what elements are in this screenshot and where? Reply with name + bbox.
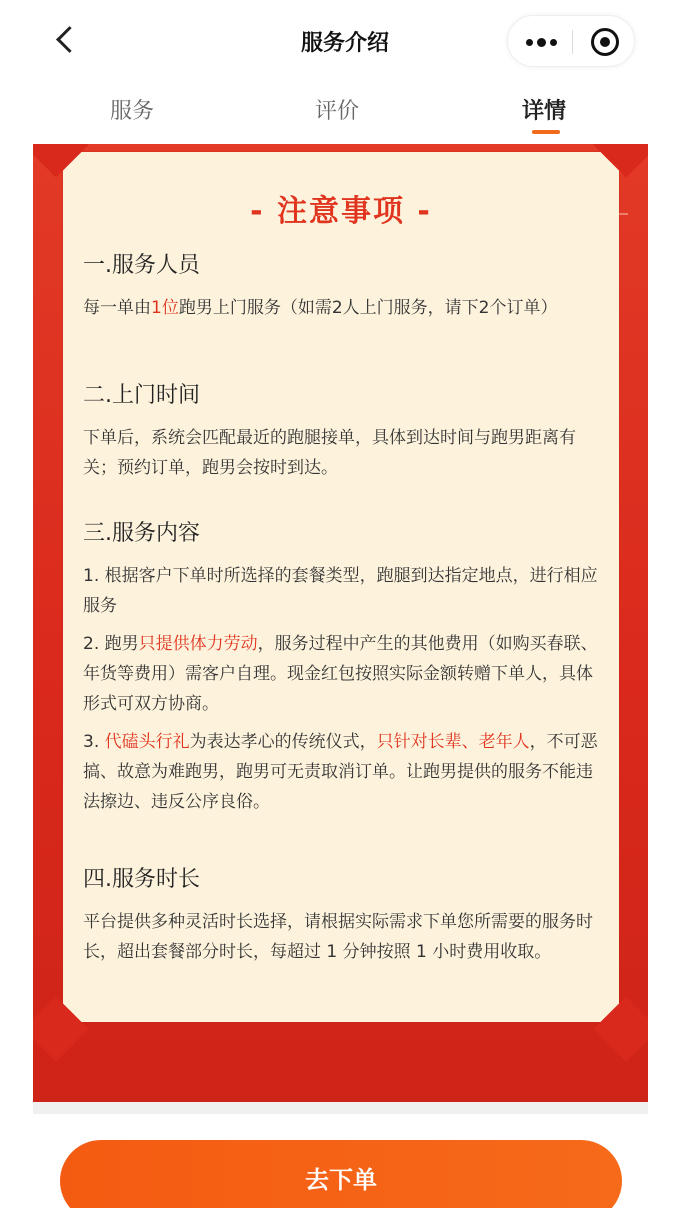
section-text: 每一单由1位跑男上门服务（如需2人上门服务，请下2个订单）: [83, 298, 558, 318]
capsule-divider: [572, 30, 573, 54]
card-corner: [33, 144, 89, 178]
notice-card: [63, 152, 619, 1022]
section-text: [83, 561, 603, 817]
notice-poster: [33, 144, 648, 1102]
tab-service[interactable]: 服务: [110, 99, 155, 124]
section-duration: [83, 862, 603, 967]
page-title: 服务介绍: [300, 31, 389, 56]
card-corner: [33, 996, 89, 1061]
more-dots-icon[interactable]: [522, 30, 562, 54]
section-heading: 一.服务人员: [83, 253, 200, 278]
tab-details[interactable]: 详情: [522, 99, 567, 124]
active-tab-indicator: [532, 130, 560, 134]
tab-reviews[interactable]: 评价: [315, 99, 360, 124]
place-order-button[interactable]: 去下单: [60, 1140, 622, 1208]
section-heading: 二.上门时间: [83, 383, 200, 408]
section-heading: 三.服务内容: [83, 521, 200, 546]
notice-title: - 注意事项 -: [250, 194, 432, 229]
card-corner: [593, 996, 648, 1061]
section-staff: [83, 248, 603, 323]
section-arrival-time: [83, 378, 603, 483]
list-item: 3. 代磕头行礼为表达孝心的传统仪式，只针对长辈、老年人，不可恶搞、故意为难跑男，跑男可无责取消订单。让跑男提供的服务不能违法擦边、违反公序良俗。: [83, 732, 598, 812]
target-circle-icon[interactable]: [591, 28, 619, 56]
section-heading: 四.服务时长: [83, 867, 200, 892]
section-service-content: [83, 516, 603, 825]
card-corner: [593, 144, 648, 178]
tab-bar: [0, 84, 690, 144]
section-text: 下单后，系统会匹配最近的跑腿接单，具体到达时间与跑男距离有关；预约订单，跑男会按时到达。: [83, 428, 576, 478]
divider: [33, 1102, 648, 1114]
nav-bar: [0, 0, 690, 84]
mini-program-capsule: [507, 15, 635, 67]
section-text: 平台提供多种灵活时长选择，请根据实际需求下单您所需要的服务时长，超出套餐部分时长，每超过 1 分钟按照 1 小时费用收取。: [83, 912, 593, 962]
list-item: 2. 跑男只提供体力劳动，服务过程中产生的其他费用（如购买春联、年货等费用）需客户自理。现金红包按照实际金额转赠下单人，具体形式可双方协商。: [83, 634, 598, 714]
list-item: 1. 根据客户下单时所选择的套餐类型，跑腿到达指定地点，进行相应服务: [83, 566, 598, 616]
